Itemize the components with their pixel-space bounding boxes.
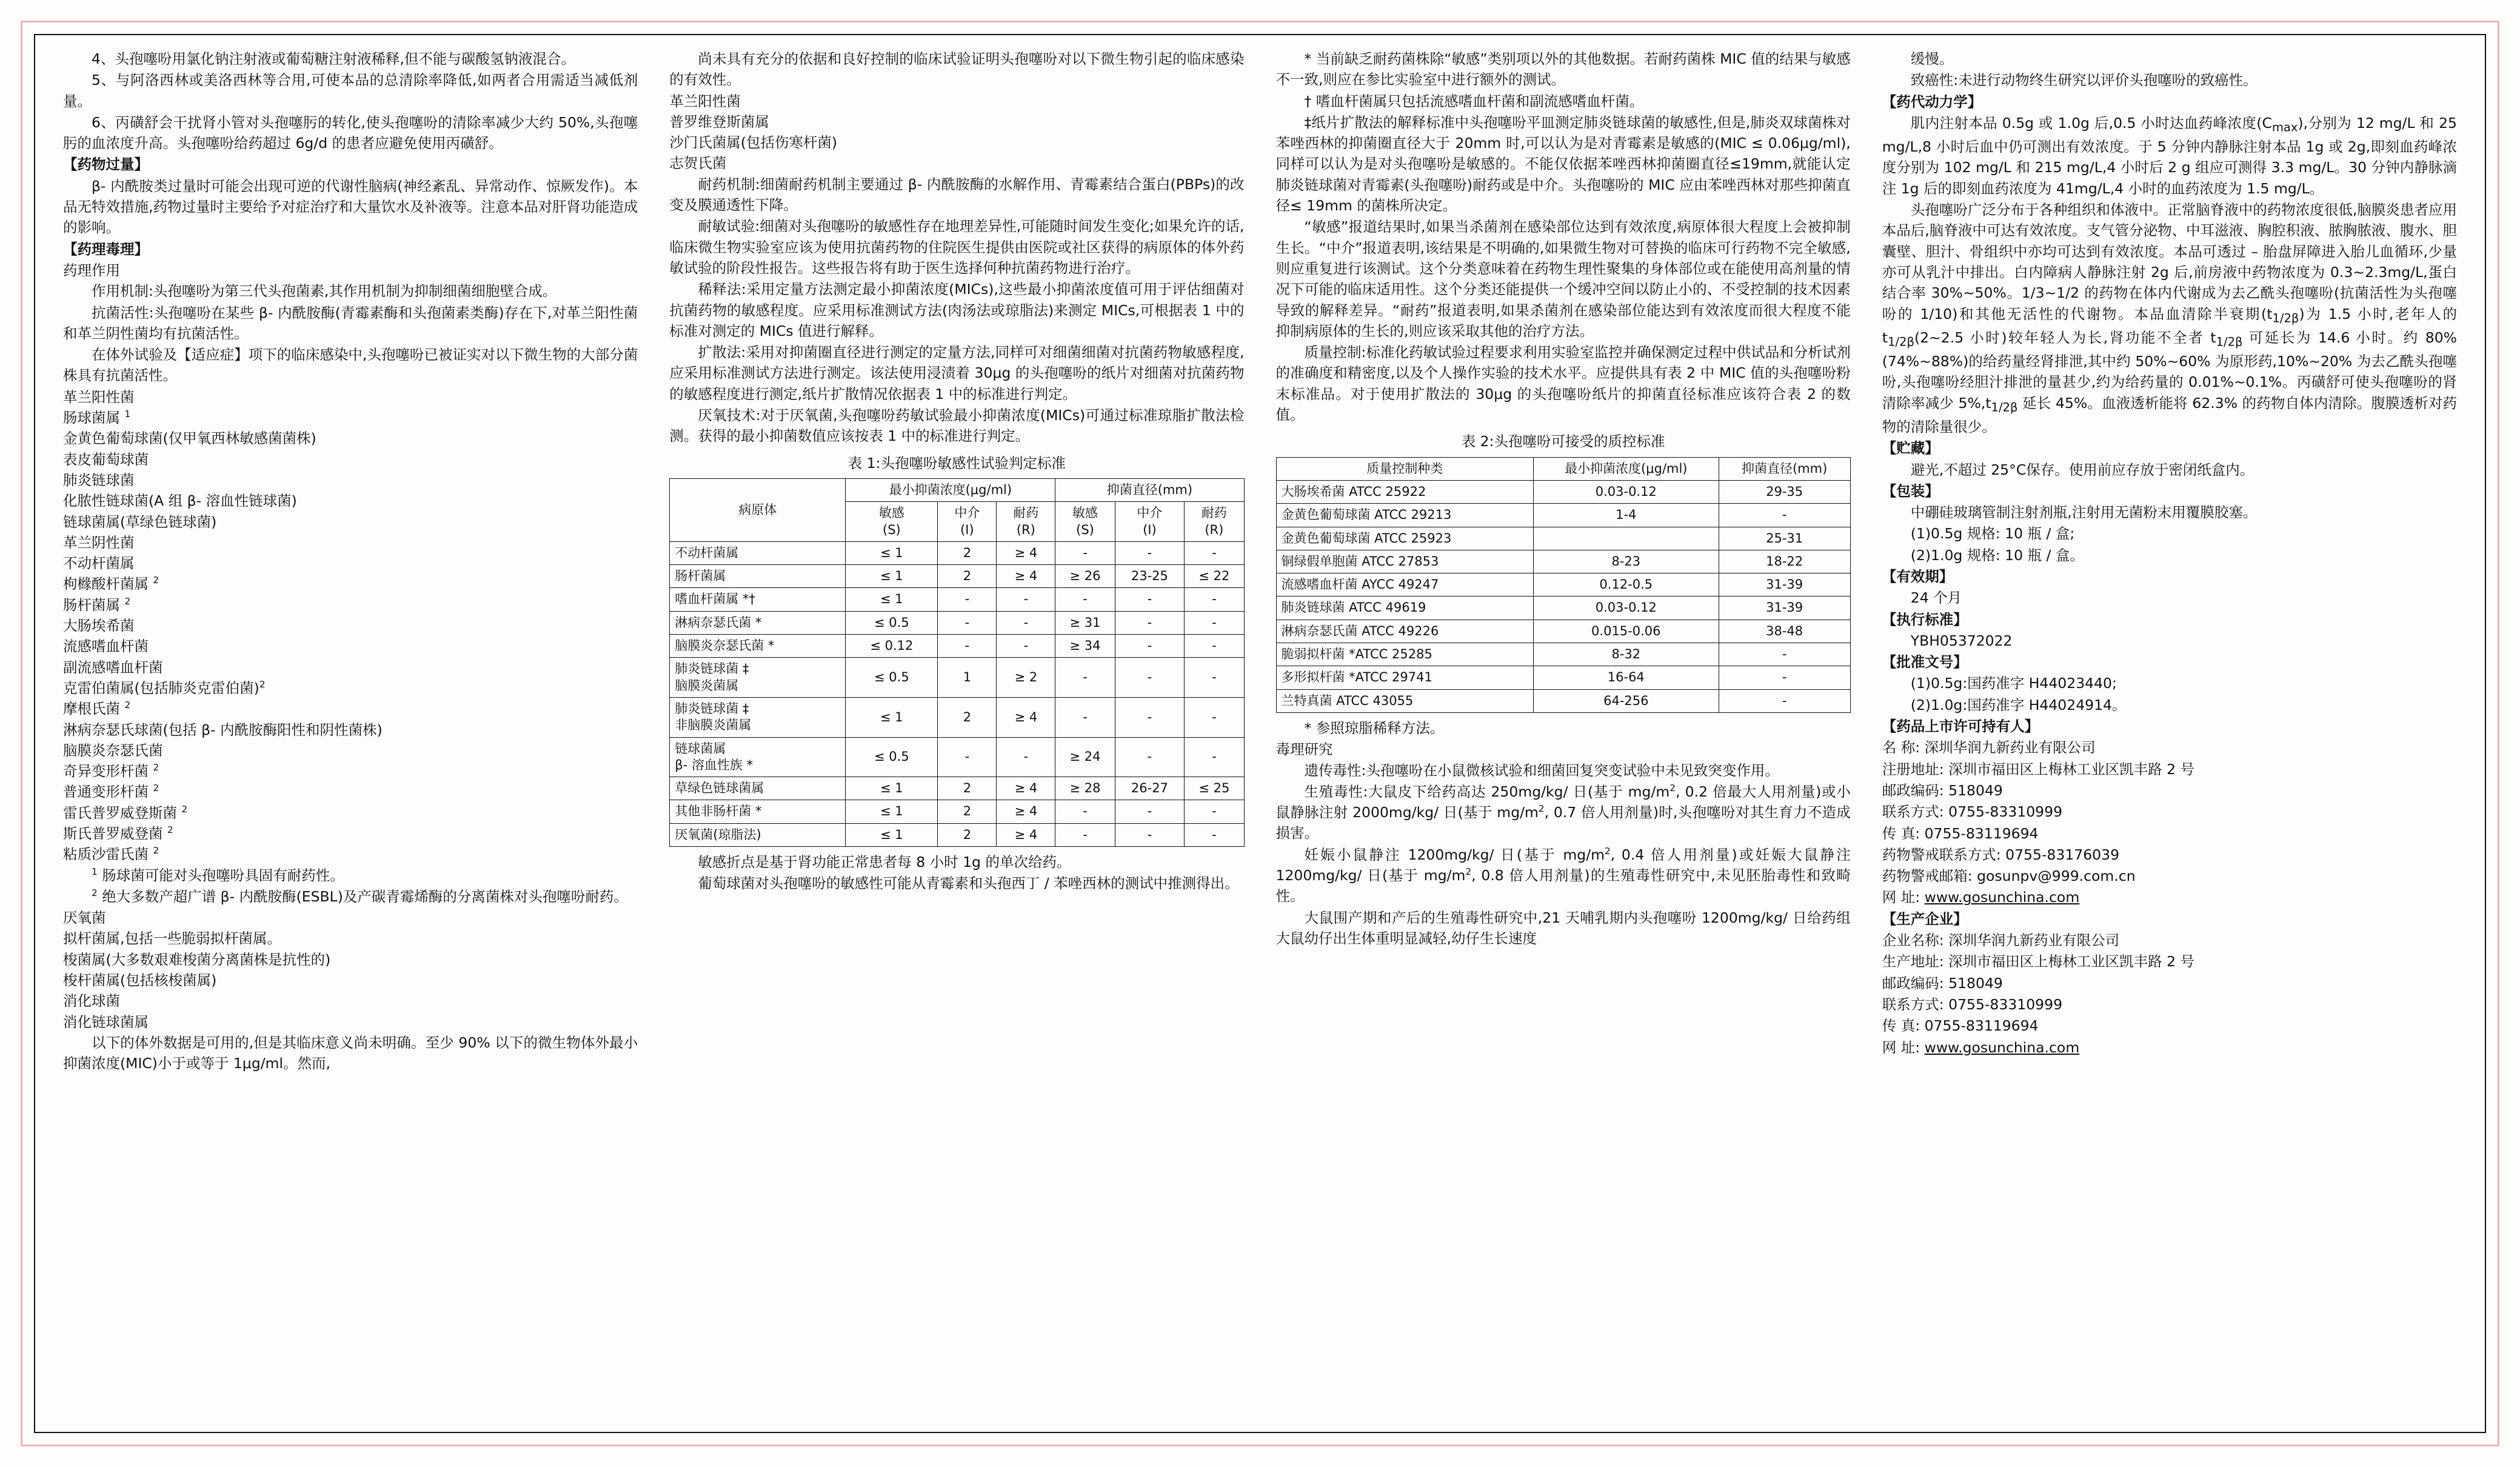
- paragraph: 中硼硅玻璃管制注射剂瓶,注射用无菌粉末用覆膜胶塞。: [1910, 504, 2258, 521]
- table-row-label: 淋病奈瑟氏菌 *: [670, 611, 846, 634]
- quality-control-table: [1276, 457, 1851, 713]
- table-cell: ≥ 28: [1055, 777, 1115, 800]
- column-3: [1260, 48, 1867, 1420]
- table-cell: -: [1115, 635, 1185, 658]
- paragraph: 6、丙磺舒会干扰肾小管对头孢噻肟的转化,使头孢噻吩的清除率减少大约 50%,头孢噻肟的血浓度升高。头孢噻吩给药超过 6g/d 的患者应避免使用丙磺舒。: [63, 113, 638, 152]
- section-heading: 【生产企业】: [1882, 910, 1968, 927]
- table-row: [1276, 527, 1850, 550]
- table-caption: 表 2:头孢噻吩可接受的质控标准: [1461, 433, 1665, 450]
- table-cell: ≥ 4: [997, 777, 1055, 800]
- list-item: 链球菌属(草绿色链球菌): [63, 513, 217, 530]
- list-item: 粘质沙雷氏菌 $^2$: [63, 845, 159, 863]
- paragraph: 肌内注射本品 0.5g 或 1.0g 后,0.5 小时达血药峰浓度$(C_{max})$,分别为 12 mg/L 和 25 mg/L,8 小时后血中仍可测出有效浓度。于 5 分钟内静脉注射本品 1g 或 2g,即刻血药峰浓度分别为 102 mg/L 和 215 mg/L,4 小时后 2 g 组应可测得 3.3 mg/L。30 分钟内静脉滴注 1g 后的即刻血药浓度为 41mg/L,4 小时的血药浓度为 1.5 mg/L。: [1882, 114, 2457, 197]
- paragraph: (1)0.5g:国药准字 H44023440;: [1910, 675, 2117, 692]
- table-row: [1276, 666, 1850, 689]
- paragraph: 作用机制:头孢噻吩为第三代头孢菌素,其作用机制为抑制细菌细胞壁合成。: [92, 282, 557, 300]
- table-row-label: 嗜血杆菌属 *†: [670, 588, 846, 611]
- table-cell: 0.03-0.12: [1534, 596, 1719, 620]
- table-row-label: 厌氧菌(琼脂法): [670, 823, 846, 846]
- table-cell: ≥ 24: [1055, 737, 1115, 777]
- list-item: 雷氏普罗威登斯菌 $^2$: [63, 803, 188, 821]
- table-cell: 8-23: [1534, 550, 1719, 573]
- table-cell: -: [1055, 823, 1115, 846]
- subsection-heading: 药理作用: [63, 261, 120, 279]
- paragraph: 葡萄球菌对头孢噻吩的敏感性可能从青霉素和头孢西丁 / 苯唑西林的测试中推测得出。: [698, 875, 1239, 892]
- info-line: 邮政编码: 518049: [1882, 974, 2003, 992]
- paragraph: 在体外试验及【适应症】项下的临床感染中,头孢噻吩已被证实对以下微生物的大部分菌株具有抗菌活性。: [63, 346, 638, 384]
- table-cell: ≤ 1: [846, 777, 938, 800]
- table-row-label: 草绿色链球菌属: [670, 777, 846, 800]
- paragraph: 遗传毒性:头孢噻吩在小鼠微核试验和细菌回复突变试验中未见致突变作用。: [1304, 761, 1779, 779]
- table-cell: -: [1185, 737, 1244, 777]
- table-cell: ≥ 26: [1055, 565, 1115, 588]
- table-cell: 38-48: [1719, 620, 1850, 643]
- table-cell: ≤ 25: [1185, 777, 1244, 800]
- table-cell: 29-35: [1719, 480, 1850, 503]
- table-cell: -: [1115, 737, 1185, 777]
- document-columns: [47, 48, 2473, 1420]
- table-row-label: 不动杆菌属: [670, 541, 846, 564]
- table-cell: -: [1055, 800, 1115, 823]
- table-row: [670, 588, 1244, 611]
- paragraph: 避光,不超过 25°C保存。使用前应存放于密闭纸盒内。: [1910, 461, 2254, 478]
- section-heading: 【药物过量】: [63, 156, 149, 173]
- table-row: [670, 541, 1244, 564]
- table-cell: ≤ 1: [846, 800, 938, 823]
- table-cell: ≤ 1: [846, 823, 938, 846]
- table-cell: -: [1185, 658, 1244, 698]
- table-header-cell: 耐药 (R): [1185, 502, 1244, 542]
- table-header-cell: 耐药 (R): [997, 502, 1055, 542]
- table-cell: -: [938, 737, 997, 777]
- table-header-cell: 抑菌直径(mm): [1719, 457, 1850, 480]
- table-cell: -: [938, 635, 997, 658]
- table-cell: -: [1185, 800, 1244, 823]
- table-header-cell: 抑菌直径(mm): [1055, 478, 1244, 501]
- list-item: 革兰阳性菌: [669, 92, 741, 110]
- table-cell: -: [1115, 697, 1185, 737]
- table-cell: 8-32: [1534, 643, 1719, 666]
- paragraph: * 当前缺乏耐药菌株除“敏感”类别项以外的其他数据。若耐药菌株 MIC 值的结果与敏感不一致,则应在参比实验室中进行额外的测试。: [1275, 50, 1851, 89]
- list-item: 化脓性链球菌(A 组 β- 溶血性链球菌): [63, 492, 297, 510]
- list-item: 普罗维登斯菌属: [669, 113, 769, 130]
- list-item: 革兰阳性菌: [63, 388, 135, 406]
- list-item: 普通变形杆菌 $^2$: [63, 783, 159, 801]
- table-header-cell: 中介 (I): [1115, 502, 1185, 542]
- list-item: 脑膜炎奈瑟氏菌: [63, 741, 163, 759]
- table-cell: 0.015-0.06: [1534, 620, 1719, 643]
- list-item: 肺炎链球菌: [63, 471, 135, 489]
- table-header-cell: 病原体: [670, 478, 846, 541]
- section-heading: 【执行标准】: [1882, 610, 1968, 628]
- table-cell: 64-256: [1534, 689, 1719, 712]
- table-cell: 31-39: [1719, 573, 1850, 596]
- table-row-label: 脆弱拟杆菌 *ATCC 25285: [1276, 643, 1534, 666]
- table-row-label: 金黄色葡萄球菌 ATCC 29213: [1276, 504, 1534, 527]
- info-line: 网 址: www.gosunchina.com: [1882, 889, 2080, 906]
- list-item: 肠杆菌属 $^2$: [63, 595, 131, 613]
- table-cell: ≥ 4: [997, 823, 1055, 846]
- table-cell: 16-64: [1534, 666, 1719, 689]
- table-row-label: 金黄色葡萄球菌 ATCC 25923: [1276, 527, 1534, 550]
- info-line: 名 称: 深圳华润九新药业有限公司: [1882, 739, 2096, 757]
- table-row: [1276, 689, 1850, 712]
- table-cell: -: [997, 635, 1055, 658]
- table-cell: -: [1055, 658, 1115, 698]
- list-item: 金黄色葡萄球菌(仅甲氧西林敏感菌菌株): [63, 430, 316, 447]
- table-cell: -: [1115, 658, 1185, 698]
- table-cell: ≤ 1: [846, 565, 938, 588]
- table-cell: -: [1115, 800, 1185, 823]
- table-cell: 0.03-0.12: [1534, 480, 1719, 503]
- list-item: 不动杆菌属: [63, 555, 135, 572]
- section-heading: 【批准文号】: [1882, 653, 1968, 671]
- table-row-label: 肠杆菌属: [670, 565, 846, 588]
- table-cell: -: [1055, 697, 1115, 737]
- list-item: 拟杆菌属,包括一些脆弱拟杆菌属。: [63, 930, 281, 947]
- table-row-label: 兰特真菌 ATCC 43055: [1276, 689, 1534, 712]
- table-row-label: 大肠埃希菌 ATCC 25922: [1276, 480, 1534, 503]
- list-item: 大肠埃希菌: [63, 617, 135, 635]
- paragraph: (1)0.5g 规格: 10 瓶 / 盒;: [1910, 525, 2075, 543]
- paragraph: 大鼠围产期和产后的生殖毒性研究中,21 天哺乳期内头孢噻吩 1200mg/kg/ 日给药组大鼠幼仔出生体重明显减轻,幼仔生长速度: [1275, 909, 1851, 947]
- table-header-row: [1276, 457, 1850, 480]
- list-item: 流感嗜血杆菌: [63, 638, 149, 655]
- paragraph: $^2$ 绝大多数产超广谱 β- 内酰胺酶(ESBL)及产碳青霉烯酶的分离菌株对头孢噻吩耐药。: [92, 887, 628, 905]
- table-cell: -: [1055, 588, 1115, 611]
- table-row-label: 脑膜炎奈瑟氏菌 *: [670, 635, 846, 658]
- paragraph: 厌氧技术:对于厌氧菌,头孢噻吩药敏试验最小抑菌浓度(MICs)可通过标准琼脂扩散法检测。获得的最小抑菌数值应该按表 1 中的标准进行判定。: [669, 407, 1245, 445]
- table-cell: ≤ 1: [846, 697, 938, 737]
- paragraph: 稀释法:采用定量方法测定最小抑菌浓度(MICs),这些最小抑菌浓度值可用于评估细菌对抗菌药物的敏感程度。应采用标准测试方法(肉汤法或琼脂法)来测定 MICs,可根据表 1 中的标准对测定的 MICs 值进行解释。: [669, 281, 1245, 339]
- table-row: [1276, 643, 1850, 666]
- table-header-cell: 中介 (I): [938, 502, 997, 542]
- table-row: [670, 658, 1244, 698]
- table-cell: 1-4: [1534, 504, 1719, 527]
- table-header-cell: 敏感 (S): [1055, 502, 1115, 542]
- table-cell: -: [1185, 823, 1244, 846]
- column-4: [1867, 48, 2473, 1420]
- info-line: 联系方式: 0755-83310999: [1882, 995, 2063, 1013]
- table-row: [670, 800, 1244, 823]
- paragraph: 耐敏试验:细菌对头孢噻吩的敏感性存在地理差异性,可能随时间发生变化;如果允许的话,临床微生物实验室应该为使用抗菌药物的住院医生提供由医院或社区获得的病原体的体外药敏试验的阶段性报告。这些报告将有助于医生选择何种抗菌药物进行治疗。: [669, 218, 1245, 276]
- table-header-cell: 质量控制种类: [1276, 457, 1534, 480]
- table-cell: -: [1185, 697, 1244, 737]
- list-item: 摩根氏菌 $^2$: [63, 700, 131, 718]
- table-cell: -: [1055, 541, 1115, 564]
- table-row: [1276, 550, 1850, 573]
- table-cell: 23-25: [1115, 565, 1185, 588]
- list-item: 梭菌属(大多数艰难梭菌分离菌株是抗性的): [63, 951, 331, 968]
- paragraph: 尚未具有充分的依据和良好控制的临床试验证明头孢噻吩对以下微生物引起的临床感染的有效性。: [669, 50, 1245, 89]
- table-row-label: 肺炎链球菌 ‡ 脑膜炎菌属: [670, 658, 846, 698]
- paragraph: 扩散法:采用对抑菌圈直径进行测定的定量方法,同样可对细菌细菌对抗菌药物敏感程度,应采用标准测试方法进行测定。该法使用浸渍着 30μg 的头孢噻吩的纸片对细菌对抗菌药物的敏感程度进行测定,纸片扩散情况依据表 1 中的标准进行判定。: [669, 344, 1245, 403]
- table-row-label: 流感嗜血杆菌 AYCC 49247: [1276, 573, 1534, 596]
- table-row: [670, 635, 1244, 658]
- table-cell: ≤ 1: [846, 541, 938, 564]
- susceptibility-criteria-table: [669, 478, 1244, 847]
- table-cell: -: [1185, 541, 1244, 564]
- info-line: 生产地址: 深圳市福田区上梅林工业区凯丰路 2 号: [1882, 953, 2195, 971]
- table-cell: -: [1185, 611, 1244, 634]
- table-row-label: 肺炎链球菌 ATCC 49619: [1276, 596, 1534, 620]
- table-header-cell: 最小抑菌浓度(μg/ml): [846, 478, 1055, 501]
- table-row-label: 淋病奈瑟氏菌 ATCC 49226: [1276, 620, 1534, 643]
- info-line: 邮政编码: 518049: [1882, 781, 2003, 799]
- table-cell: 31-39: [1719, 596, 1850, 620]
- list-item: 枸橼酸杆菌属 $^2$: [63, 575, 159, 593]
- table-row: [670, 777, 1244, 800]
- table-header-cell: 最小抑菌浓度(μg/ml): [1534, 457, 1719, 480]
- table-row: [1276, 596, 1850, 620]
- table-cell: -: [938, 611, 997, 634]
- list-item: 奇异变形杆菌 $^2$: [63, 762, 159, 780]
- table-cell: ≥ 2: [997, 658, 1055, 698]
- table-row: [1276, 504, 1850, 527]
- table-row: [1276, 480, 1850, 503]
- paragraph: YBH05372022: [1910, 632, 2013, 649]
- table-cell: -: [1719, 504, 1850, 527]
- info-line: 药物警戒联系方式: 0755-83176039: [1882, 846, 2120, 863]
- list-item: 厌氧菌: [63, 909, 106, 927]
- list-item: 消化球菌: [63, 992, 120, 1010]
- paragraph: 缓慢。: [1910, 50, 1954, 67]
- column-1: [47, 48, 653, 1420]
- table-cell: 2: [938, 697, 997, 737]
- table-cell: 0.12-0.5: [1534, 573, 1719, 596]
- paragraph: 耐药机制:细菌耐药机制主要通过 β- 内酰胺酶的水解作用、青霉素结合蛋白(PBPs)的改变及膜通透性下降。: [669, 175, 1245, 214]
- table-cell: -: [997, 737, 1055, 777]
- list-item: 肠球菌属 $^1$: [63, 409, 131, 427]
- section-heading: 【药品上市许可持有人】: [1882, 718, 2039, 735]
- table-cell: ≤ 0.12: [846, 635, 938, 658]
- list-item: 斯氏普罗威登菌 $^2$: [63, 824, 173, 842]
- table-row: [670, 737, 1244, 777]
- table-cell: -: [997, 611, 1055, 634]
- table-cell: 2: [938, 800, 997, 823]
- table-cell: ≤ 22: [1185, 565, 1244, 588]
- table-cell: -: [1115, 611, 1185, 634]
- table-cell: 18-22: [1719, 550, 1850, 573]
- subsection-heading: 毒理研究: [1275, 741, 1333, 758]
- table-cell: 25-31: [1719, 527, 1850, 550]
- table-cell: 26-27: [1115, 777, 1185, 800]
- table-row: [670, 565, 1244, 588]
- table-cell: -: [997, 588, 1055, 611]
- list-item: 沙门氏菌属(包括伤寒杆菌): [669, 134, 838, 152]
- table-cell: -: [1185, 588, 1244, 611]
- paragraph: 以下的体外数据是可用的,但是其临床意义尚未明确。至少 90% 以下的微生物体外最小抑菌浓度(MIC)小于或等于 1μg/ml。然而,: [63, 1034, 638, 1072]
- table-cell: -: [1115, 541, 1185, 564]
- table-row: [670, 823, 1244, 846]
- info-line: 药物警戒邮箱: gosunpv@999.com.cn: [1882, 867, 2136, 885]
- paragraph: * 参照琼脂稀释方法。: [1304, 719, 1445, 737]
- list-item: 克雷伯菌属(包括肺炎克雷伯菌)$^2$: [63, 679, 266, 697]
- table-row-label: 多形拟杆菌 *ATCC 29741: [1276, 666, 1534, 689]
- table-row-label: 肺炎链球菌 ‡ 非脑膜炎菌属: [670, 697, 846, 737]
- table-cell: ≥ 34: [1055, 635, 1115, 658]
- paragraph: 质量控制:标准化药敏试验过程要求利用实验室监控并确保测定过程中供试品和分析试剂的准确度和精密度,以及个人操作实验的技术水平。应提供具有表 2 中 MIC 值的头孢噻吩粉末标准品。对于使用扩散法的 30μg 的头孢噻吩纸片的抑菌直径标准应该符合表 2 的数值。: [1275, 344, 1851, 424]
- info-line: 注册地址: 深圳市福田区上梅林工业区凯丰路 2 号: [1882, 760, 2195, 778]
- list-item: 革兰阴性菌: [63, 533, 135, 551]
- table-cell: 2: [938, 541, 997, 564]
- paragraph: ‡纸片扩散法的解释标准中头孢噻吩平皿测定肺炎链球菌的敏感性,但是,肺炎双球菌株对苯唑西林的抑菌圈直径大于 20mm 时,可以认为是对青霉素是敏感的(MIC ≤ 0.06μg/ml),同样可以认为是对头孢噻吩是敏感的。不能仅依据苯唑西林抑菌圈直径≤19mm,就能认定肺炎链球菌对青霉素(头孢噻吩)耐药或是中介。头孢噻吩的 MIC 应由苯唑西林对那些抑菌直径≤ 19mm 的菌株所决定。: [1275, 113, 1851, 215]
- info-line: 网 址: www.gosunchina.com: [1882, 1038, 2080, 1056]
- table-cell: 2: [938, 823, 997, 846]
- paragraph: 抗菌活性:头孢噻吩在某些 β- 内酰胺酶(青霉素酶和头孢菌素类酶)存在下,对革兰阳性菌和革兰阴性菌均有抗菌活性。: [63, 304, 638, 342]
- section-heading: 【药理毒理】: [63, 240, 149, 258]
- table-row: [1276, 620, 1850, 643]
- section-heading: 【包装】: [1882, 482, 1939, 500]
- paragraph: “敏感”报道结果时,如果当杀菌剂在感染部位达到有效浓度,病原体很大程度上会被抑制生长。“中介”报道表明,该结果是不明确的,如果微生物对可替换的临床可行药物不完全敏感,则应重复进行该测试。这个分类意味着在药物生理性聚集的身体部位或在能使用高剂量的情况下可能的临床适用性。这个分类还能提供一个缓冲空间以防止小的、不受控制的技术因素导致的解释差异。“耐药”报道表明,如果杀菌剂在感染部位能达到有效浓度而很大程度不能抑制病原体的生长的,则应该采取其他的治疗方法。: [1275, 218, 1851, 339]
- table-cell: -: [938, 588, 997, 611]
- info-line: 传 真: 0755-83119694: [1882, 824, 2039, 842]
- table-cell: 1: [938, 658, 997, 698]
- list-item: 志贺氏菌: [669, 155, 727, 172]
- paragraph: (2)1.0g 规格: 10 瓶 / 盒。: [1910, 546, 2084, 564]
- table-row-label: 铜绿假单胞菌 ATCC 27853: [1276, 550, 1534, 573]
- section-heading: 【贮藏】: [1882, 439, 1939, 457]
- table-row: [670, 611, 1244, 634]
- table-row-label: 链球菌属 β- 溶血性族 *: [670, 737, 846, 777]
- table-header-cell: 敏感 (S): [846, 502, 938, 542]
- list-item: 表皮葡萄球菌: [63, 450, 149, 468]
- paragraph: 4、头孢噻吩用氯化钠注射液或葡萄糖注射液稀释,但不能与碳酸氢钠液混合。: [92, 50, 575, 67]
- paragraph: † 嗜血杆菌属只包括流感嗜血杆菌和副流感嗜血杆菌。: [1304, 92, 1644, 110]
- info-line: 企业名称: 深圳华润九新药业有限公司: [1882, 932, 2120, 949]
- table-cell: 2: [938, 565, 997, 588]
- table-cell: ≤ 1: [846, 588, 938, 611]
- table-cell: ≥ 4: [997, 697, 1055, 737]
- table-cell: -: [1719, 666, 1850, 689]
- table-cell: ≥ 4: [997, 800, 1055, 823]
- table-cell: ≥ 4: [997, 541, 1055, 564]
- table-cell: ≤ 0.5: [846, 611, 938, 634]
- table-cell: 2: [938, 777, 997, 800]
- table-cell: -: [1185, 635, 1244, 658]
- table-cell: ≥ 4: [997, 565, 1055, 588]
- table-row-label: 其他非肠杆菌 *: [670, 800, 846, 823]
- section-heading: 【有效期】: [1882, 568, 1954, 585]
- paragraph: 头孢噻吩广泛分布于各种组织和体液中。正常脑脊液中的药物浓度很低,脑膜炎患者应用本品后,脑脊液中可达有效浓度。支气管分泌物、中耳滋液、胸腔积液、脓胸脓液、腹水、胆囊壁、胆汁、骨组织中亦均可达到有效浓度。本品可透过 – 胎盘屏障进入胎儿血循环,少量亦可从乳汁中排出。白内障病人静脉注射 2g 后,前房液中药物浓度为 0.3~2.3mg/L,蛋白结合率 30%~50%。1/3~1/2 的药物在体内代谢成为去乙酰头孢噻吩(抗菌活性为头孢噻吩的 1/10)和其他无活性的代谢物。本品血清除半衰期$(t_{1/2\beta})$为 1.5 小时,老年人的 $t_{1/2\beta}(2\sim 2.5$ 小时)较年轻人为长,肾功能不全者 $t_{1/2\beta}$ 可延长为 14.6 小时。约 80%(74%~88%)的给药量经肾排泄,其中约 50%~60% 为原形药,10%~20% 为去乙酰头孢噻吩,头孢噻吩经胆汁排泄的量甚少,约为给药量的 0.01%~0.1%。丙磺舒可使头孢噻吩的肾清除率减少 $5\%,t_{1/2\beta}$ 延长 45%。血液透析能将 62.3% 的药物自体内清除。腹膜透析对药物的清除量很少。: [1882, 201, 2458, 435]
- table-cell: -: [1719, 689, 1850, 712]
- table-cell: ≤ 0.5: [846, 737, 938, 777]
- info-line: 传 真: 0755-83119694: [1882, 1017, 2039, 1035]
- paragraph: 敏感折点是基于肾功能正常患者每 8 小时 1g 的单次给药。: [698, 853, 1071, 871]
- list-item: 淋病奈瑟氏球菌(包括 β- 内酰胺酶阳性和阴性菌株): [63, 721, 383, 738]
- paragraph: 致癌性:未进行动物终生研究以评价头孢噻吩的致癌性。: [1910, 72, 2258, 89]
- table-cell: -: [1115, 823, 1185, 846]
- list-item: 梭杆菌属(包括核梭菌属): [63, 972, 217, 989]
- paragraph: 5、与阿洛西林或美洛西林等合用,可使本品的总清除率降低,如两者合用需适当减低剂量。: [63, 72, 638, 110]
- paragraph: 妊娠小鼠静注 1200mg/kg/ 日(基于 $mg/m^2$, 0.4 倍人用剂量)或妊娠大鼠静注 1200mg/kg/ 日(基于 $mg/m^2$, 0.8 倍人用剂量)的生殖毒性研究中,未见胚胎毒性和致畸性。: [1275, 845, 1851, 905]
- paragraph: 生殖毒性:大鼠皮下给药高达 250mg/kg/ 日(基于 $mg/m^2$, 0.2 倍最大人用剂量)或小鼠静脉注射 2000mg/kg/ 日(基于 $mg/m^2$, 0.7 倍人用剂量)时,头孢噻吩对其生育力不造成损害。: [1275, 782, 1851, 842]
- table-cell: [1534, 527, 1719, 550]
- paragraph: (2)1.0g:国药准字 H44024914。: [1910, 696, 2127, 713]
- table-row: [670, 697, 1244, 737]
- table-cell: -: [1719, 643, 1850, 666]
- list-item: 消化链球菌属: [63, 1013, 149, 1031]
- table-caption: 表 1:头孢噻吩敏感性试验判定标准: [847, 454, 1066, 472]
- paragraph: β- 内酰胺类过量时可能会出现可逆的代谢性脑病(神经紊乱、异常动作、惊厥发作)。本品无特效措施,药物过量时主要给予对症治疗和大量饮水及补液等。注意本品对肝肾功能造成的影响。: [63, 177, 638, 236]
- table-cell: ≥ 31: [1055, 611, 1115, 634]
- paragraph: 24 个月: [1910, 589, 1962, 607]
- info-line: 联系方式: 0755-83310999: [1882, 803, 2063, 821]
- table-cell: ≤ 0.5: [846, 658, 938, 698]
- list-item: 副流感嗜血杆菌: [63, 658, 163, 676]
- table-cell: -: [1115, 588, 1185, 611]
- table-row: [1276, 573, 1850, 596]
- paragraph: $^1$ 肠球菌可能对头孢噻吩具固有耐药性。: [92, 866, 344, 884]
- column-2: [653, 48, 1260, 1420]
- section-heading: 【药代动力学】: [1882, 93, 1982, 110]
